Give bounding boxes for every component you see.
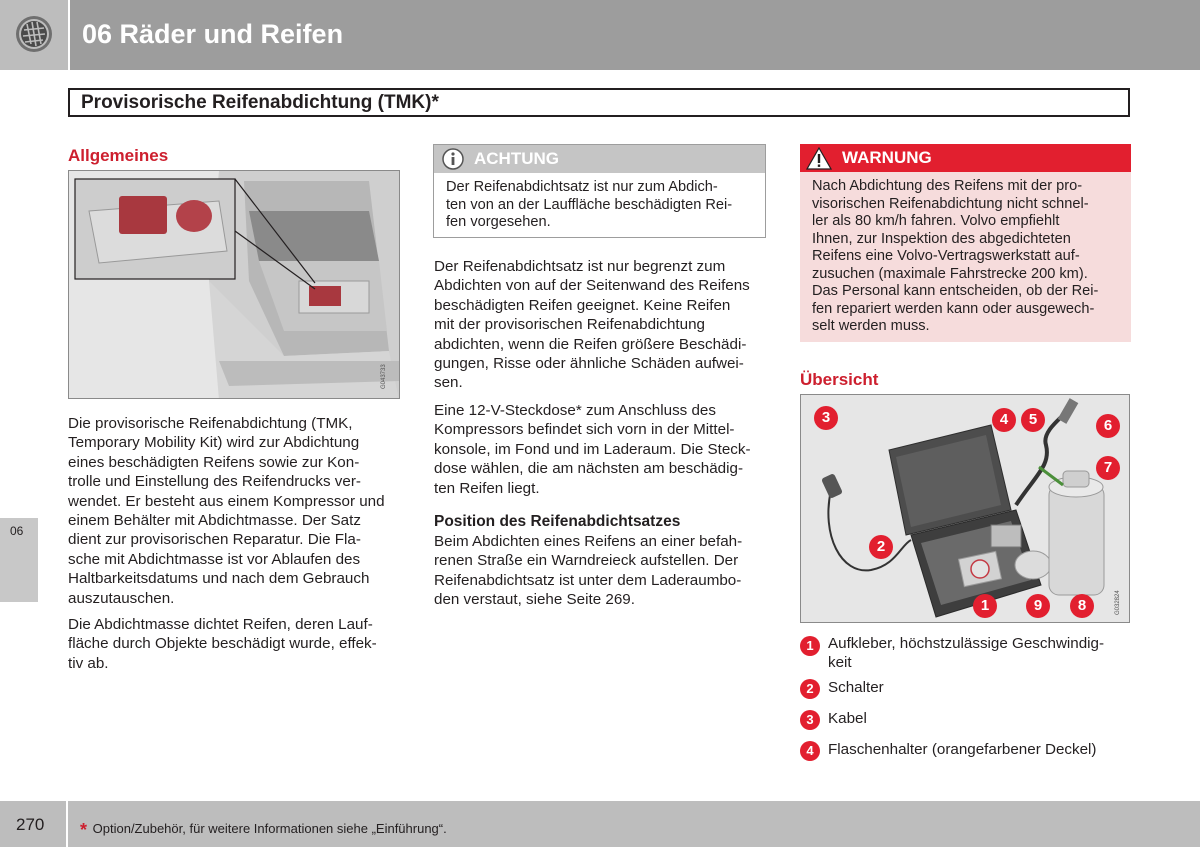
figure-code: G032824 [1115, 590, 1121, 615]
side-tab-label: 06 [10, 524, 24, 538]
info-icon [442, 148, 464, 170]
text-line: sche mit Abdichtmasse ist vor Ablaufen des [68, 550, 361, 568]
text-line: tiv ab. [68, 654, 109, 672]
header-bar [70, 0, 1200, 70]
section-title-box [68, 88, 1130, 117]
text-line: den verstaut, siehe Seite 269. [434, 591, 635, 609]
footer-page-area [0, 801, 66, 847]
text-line: Nach Abdichtung des Reifens mit der pro- [812, 178, 1083, 194]
text-line: Reifens eine Volvo-Vertragswerkstatt auf- [812, 248, 1080, 264]
footer-bar [68, 801, 1200, 847]
legend-number: 1 [800, 636, 820, 656]
legend-text [828, 678, 884, 697]
legend-number: 4 [800, 741, 820, 761]
callout-7: 7 [1096, 456, 1120, 480]
achtung-title: ACHTUNG [474, 149, 559, 168]
kit-illustration [801, 395, 1130, 623]
legend-text [828, 740, 1096, 759]
legend-number: 3 [800, 710, 820, 730]
page-number: 270 [16, 815, 45, 834]
heading-uebersicht: Übersicht [800, 370, 879, 389]
text-line: Kabel [828, 710, 867, 727]
text-line: mit der provisorischen Reifenabdichtung [434, 316, 705, 334]
text-line: Temporary Mobility Kit) wird zur Abdichtung [68, 434, 360, 452]
text-line: Eine 12-V-Steckdose* zum Anschluss des [434, 402, 716, 419]
legend-text [828, 709, 867, 728]
subheading-position: Position des Reifenabdichtsatzes [434, 513, 681, 530]
footnote [80, 817, 447, 838]
tyre-icon [14, 14, 54, 54]
text-line: trolle und Einstellung des Reifendrucks ver- [68, 473, 361, 491]
warnung-box [800, 144, 1131, 342]
text-line: Schalter [828, 679, 884, 696]
middle-paragraph-2 [434, 401, 751, 498]
heading-allgemeines: Allgemeines [68, 146, 169, 165]
left-paragraph-1 [68, 414, 385, 608]
callout-3: 3 [814, 406, 838, 430]
trunk-illustration [69, 171, 400, 399]
text-line: Die Abdichtmasse dichtet Reifen, deren Lauf- [68, 616, 373, 633]
text-line: ten Reifen liegt. [434, 479, 540, 497]
warning-triangle-icon [806, 147, 832, 170]
middle-paragraph-3 [434, 532, 742, 610]
warnung-text [812, 178, 1098, 336]
text-line: konsole, im Fond und im Laderaum. Die Steck- [434, 440, 751, 458]
legend-number: 2 [800, 679, 820, 699]
callout-8: 8 [1070, 594, 1094, 618]
text-line: keit [828, 654, 852, 672]
footnote-star: * [80, 820, 88, 840]
text-line: Die provisorische Reifenabdichtung (TMK, [68, 415, 353, 432]
text-line: Der Reifenabdichtsatz ist nur zum Abdich- [446, 179, 718, 195]
trunk-figure [68, 170, 400, 399]
callout-2: 2 [869, 535, 893, 559]
text-line: Abdichten von auf der Seitenwand des Reifens [434, 277, 750, 295]
legend-text [828, 634, 1104, 673]
middle-paragraph-1 [434, 257, 750, 393]
text-line: Haltbarkeitsdatums und nach dem Gebrauch [68, 570, 370, 588]
header-icon-area [0, 0, 68, 70]
text-line: fen vorgesehen. [446, 214, 551, 230]
chapter-title: 06 Räder und Reifen [82, 19, 344, 49]
text-line: Das Personal kann entscheiden, ob der Rei- [812, 283, 1099, 299]
text-line: dient zur provisorischen Reparatur. Die Fla- [68, 531, 361, 549]
achtung-box [433, 144, 766, 238]
footnote-text: Option/Zubehör, für weitere Informationen siehe „Einführung“. [92, 821, 447, 836]
text-line: ler als 80 km/h fahren. Volvo empfiehlt [812, 213, 1060, 229]
text-line: beschädigten Reifen geeignet. Keine Reifen [434, 296, 731, 314]
callout-9: 9 [1026, 594, 1050, 618]
warnung-header [800, 144, 1131, 172]
text-line: fläche durch Objekte beschädigt wurde, effek- [68, 635, 377, 653]
achtung-header [434, 145, 765, 173]
text-line: Der Reifenabdichtsatz ist nur begrenzt zum [434, 258, 726, 275]
text-line: visorischen Reifenabdichtung nicht schnel- [812, 195, 1089, 212]
text-line: Reifenabdichtsatz ist unter dem Laderaumbo- [434, 571, 742, 589]
figure-code: G043733 [381, 364, 387, 389]
text-line: eines beschädigten Reifens sowie zur Kon- [68, 453, 360, 471]
callout-6: 6 [1096, 414, 1120, 438]
kit-figure [800, 394, 1130, 623]
text-line: Aufkleber, höchstzulässige Geschwindig- [828, 635, 1105, 652]
text-line: gungen, Risse oder ähnliche Schäden aufwei- [434, 355, 744, 373]
callout-1: 1 [973, 594, 997, 618]
text-line: selt werden muss. [812, 318, 930, 334]
left-paragraph-2 [68, 615, 377, 673]
text-line: zusuchen (maximale Fahrstrecke 200 km). [812, 265, 1088, 282]
text-line: fen repariert werden kann oder ausgewech- [812, 300, 1095, 317]
text-line: abdichten, wenn die Reifen größere Beschädi- [434, 335, 747, 353]
callout-5: 5 [1021, 408, 1045, 432]
text-line: Ihnen, zur Inspektion des abgedichteten [812, 230, 1071, 247]
warnung-title: WARNUNG [842, 148, 932, 167]
text-line: wendet. Er besteht aus einem Kompressor und [68, 492, 385, 510]
text-line: einem Behälter mit Abdichtmasse. Der Satz [68, 512, 361, 530]
text-line: auszutauschen. [68, 589, 175, 607]
text-line: Flaschenhalter (orangefarbener Deckel) [828, 741, 1097, 758]
section-title: Provisorische Reifenabdichtung (TMK)* [81, 92, 439, 113]
text-line: renen Straße ein Warndreieck aufstellen. Der [434, 552, 739, 570]
text-line: Beim Abdichten eines Reifens an einer befah- [434, 533, 743, 550]
achtung-text [446, 179, 732, 232]
text-line: dose wählen, die am nächsten am beschädig- [434, 460, 744, 478]
chapter-side-tab [0, 518, 38, 602]
callout-4: 4 [992, 408, 1016, 432]
text-line: ten von an der Lauffläche beschädigten Rei- [446, 196, 733, 213]
text-line: Kompressors befindet sich vorn in der Mittel- [434, 421, 735, 439]
text-line: sen. [434, 374, 463, 392]
